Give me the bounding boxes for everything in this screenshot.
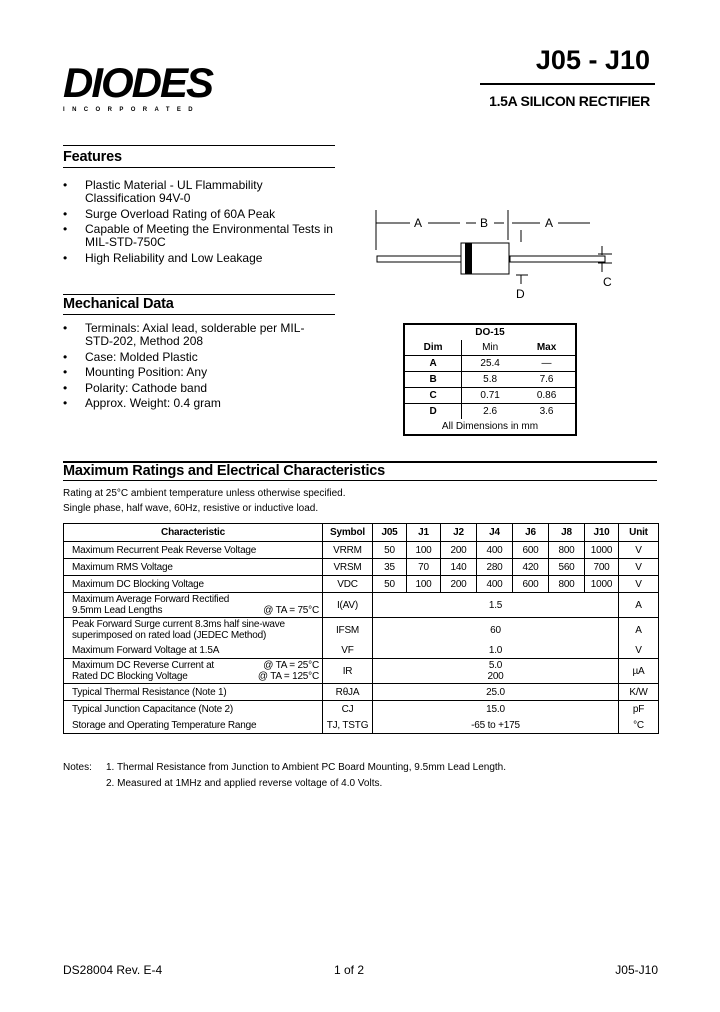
dim-header: Min: [482, 341, 499, 353]
characteristic-text: Maximum RMS Voltage: [72, 561, 173, 573]
logo-subtext: INCORPORATED: [63, 107, 201, 113]
table-row: [64, 684, 659, 701]
characteristic-content: [72, 704, 319, 715]
dim-cell: C: [404, 388, 462, 404]
footer-doc-number: DS28004 Rev. E-4: [63, 963, 163, 977]
ratings-section: [63, 523, 658, 792]
table-row: [64, 576, 659, 593]
symbol-cell: IFSM: [323, 618, 373, 643]
value-text: 25.0: [486, 686, 505, 698]
ratings-heading: Maximum Ratings and Electrical Characteristics: [63, 463, 386, 479]
value-text: 1.0: [488, 644, 503, 656]
dim-label-d: D: [516, 287, 525, 300]
symbol-cell: VF: [323, 642, 373, 659]
value-text: -65 to +175: [471, 719, 520, 731]
note-item: 1. Thermal Resistance from Junction to Ambient PC Board Mounting, 9.5mm Lead Length.: [106, 762, 507, 773]
column-header: J1: [407, 524, 441, 542]
dim-cell: 5.8: [462, 372, 518, 388]
unit-cell: µA: [619, 659, 659, 684]
dimension-table: [403, 323, 577, 436]
features-list: [63, 179, 353, 267]
dim-cell: 0.71: [462, 388, 518, 404]
characteristic-content: [72, 645, 319, 656]
condition-text: @ TA = 25°C: [263, 660, 319, 671]
mechanical-item: • Mounting Position: Any: [63, 366, 313, 379]
dim-cell: 25.4: [462, 356, 518, 372]
value-cell: 200: [441, 576, 477, 593]
characteristic-text: Maximum Average Forward Rectified 9.5mm Lead Lengths: [72, 594, 230, 616]
value-cell: 1000: [585, 542, 619, 559]
mechanical-item: • Polarity: Cathode band: [63, 382, 313, 395]
characteristic-text: Maximum DC Reverse Current at Rated DC Blocking Voltage: [72, 660, 215, 682]
value-cell: [373, 593, 619, 618]
table-row: [64, 593, 659, 618]
dim-cell: 7.6: [518, 372, 576, 388]
diodes-logo: [63, 60, 238, 114]
dim-header: Dim: [404, 340, 462, 356]
divider: [63, 294, 335, 295]
value-cell: 800: [549, 576, 585, 593]
column-header: Symbol: [323, 524, 373, 542]
symbol-cell: VRRM: [323, 542, 373, 559]
value-cell: 100: [407, 542, 441, 559]
notes: [63, 760, 658, 792]
feature-item: • High Reliability and Low Leakage: [63, 252, 353, 265]
characteristic-cell: [64, 618, 323, 643]
value-cell: [373, 701, 619, 718]
column-header: J4: [477, 524, 513, 542]
unit-cell: A: [619, 618, 659, 643]
symbol-cell: RθJA: [323, 684, 373, 701]
value-cell: 420: [513, 559, 549, 576]
divider: [480, 83, 655, 85]
footer-page-number: 1 of 2: [334, 963, 365, 977]
part-subtitle: 1.5A SILICON RECTIFIER: [489, 93, 650, 109]
characteristic-content: [72, 619, 319, 641]
ratings-condition: Single phase, half wave, 60Hz, resistive or inductive load.: [63, 503, 319, 514]
dim-table-footer: All Dimensions in mm: [441, 420, 539, 432]
unit-cell: °C: [619, 717, 659, 734]
table-row: [64, 701, 659, 718]
value-cell: [373, 717, 619, 734]
unit-cell: V: [619, 576, 659, 593]
symbol-cell: I(AV): [323, 593, 373, 618]
dim-cell: 3.6: [518, 404, 576, 420]
table-row: [64, 659, 659, 684]
value-cell: 100: [407, 576, 441, 593]
symbol-cell: VRSM: [323, 559, 373, 576]
mechanical-item: • Case: Molded Plastic: [63, 351, 313, 364]
value-cell: 600: [513, 542, 549, 559]
characteristic-text: Peak Forward Surge current 8.3ms half sine-wave superimposed on rated load (JEDEC Method): [72, 619, 285, 641]
characteristic-content: [72, 594, 319, 616]
characteristic-content: [72, 687, 319, 698]
unit-cell: K/W: [619, 684, 659, 701]
divider: [63, 314, 335, 315]
unit-cell: V: [619, 642, 659, 659]
value-cell: 400: [477, 542, 513, 559]
value-cell: 600: [513, 576, 549, 593]
characteristic-cell: [64, 642, 323, 659]
characteristic-content: [72, 720, 319, 731]
symbol-cell: IR: [323, 659, 373, 684]
value-cell: 70: [407, 559, 441, 576]
dim-label-a: A: [414, 216, 423, 230]
dim-cell: 2.6: [462, 404, 518, 420]
characteristic-cell: [64, 659, 323, 684]
symbol-cell: VDC: [323, 576, 373, 593]
value-cell: 200: [441, 542, 477, 559]
dim-row: [404, 404, 576, 420]
symbol-cell: TJ, TSTG: [323, 717, 373, 734]
value-cell: 800: [549, 542, 585, 559]
characteristic-cell: [64, 542, 323, 559]
dim-table-title: DO-15: [475, 326, 505, 338]
dim-label-b: B: [480, 216, 489, 230]
features-heading: Features: [63, 149, 122, 165]
characteristic-text: Typical Junction Capacitance (Note 2): [72, 703, 234, 715]
notes-label: Notes:: [63, 762, 92, 773]
dim-cell: —: [518, 356, 576, 372]
dim-cell: 0.86: [518, 388, 576, 404]
value-cell: [373, 642, 619, 659]
value-cell: 400: [477, 576, 513, 593]
value-text: 60: [490, 624, 501, 636]
mechanical-item: • Approx. Weight: 0.4 gram: [63, 397, 313, 410]
column-header: J8: [549, 524, 585, 542]
mechanical-item: • Terminals: Axial lead, solderable per MIL-STD-202, Method 208: [63, 322, 313, 348]
do15-outline-diagram: [370, 200, 620, 300]
value-cell: 700: [585, 559, 619, 576]
value-cell: [373, 659, 619, 684]
condition-text: @ TA = 75°C: [263, 605, 319, 616]
symbol-cell: CJ: [323, 701, 373, 718]
value-cell: 50: [373, 542, 407, 559]
divider: [63, 145, 335, 146]
column-header: J6: [513, 524, 549, 542]
dim-header: Max: [536, 341, 557, 353]
unit-cell: V: [619, 559, 659, 576]
dim-cell: A: [404, 356, 462, 372]
value-cell: 140: [441, 559, 477, 576]
value-cell: 1000: [585, 576, 619, 593]
value-text: 5.0: [488, 660, 503, 671]
table-row: [64, 717, 659, 734]
characteristic-cell: [64, 684, 323, 701]
value-cell: 35: [373, 559, 407, 576]
characteristic-cell: [64, 593, 323, 618]
mechanical-heading: Mechanical Data: [63, 296, 174, 312]
ratings-table: [63, 523, 659, 734]
unit-cell: A: [619, 593, 659, 618]
dim-row: [404, 372, 576, 388]
characteristic-text: Storage and Operating Temperature Range: [72, 719, 257, 731]
dim-row: [404, 388, 576, 404]
feature-item: • Plastic Material - UL Flammability Classification 94V-0: [63, 179, 285, 205]
unit-cell: V: [619, 542, 659, 559]
value-cell: [373, 618, 619, 643]
column-header: Characteristic: [64, 524, 323, 542]
characteristic-text: Maximum DC Blocking Voltage: [72, 578, 204, 590]
dim-cell: B: [404, 372, 462, 388]
feature-item: • Capable of Meeting the Environmental Tests in MIL-STD-750C: [63, 223, 353, 249]
value-text: 15.0: [486, 703, 505, 715]
column-header: J10: [585, 524, 619, 542]
unit-cell: pF: [619, 701, 659, 718]
dim-row: [404, 356, 576, 372]
characteristic-cell: [64, 559, 323, 576]
condition: [263, 605, 319, 616]
column-header: Unit: [619, 524, 659, 542]
characteristic-text: Maximum Forward Voltage at 1.5A: [72, 644, 220, 656]
table-row: [64, 542, 659, 559]
table-row: [64, 559, 659, 576]
dim-cell: D: [404, 404, 462, 420]
condition-text: @ TA = 125°C: [257, 671, 319, 682]
value-cell: 280: [477, 559, 513, 576]
characteristic-cell: [64, 717, 323, 734]
column-header: J2: [441, 524, 477, 542]
characteristic-content: [72, 545, 319, 556]
table-row: [64, 618, 659, 643]
mechanical-list: [63, 322, 313, 413]
feature-item: • Surge Overload Rating of 60A Peak: [63, 208, 353, 221]
part-title: J05 - J10: [535, 45, 650, 75]
value-text: 200: [487, 671, 504, 682]
divider: [63, 167, 335, 168]
characteristic-text: Typical Thermal Resistance (Note 1): [72, 686, 227, 698]
divider: [63, 480, 657, 481]
logo-text: DIODES: [63, 59, 213, 106]
characteristic-cell: [64, 576, 323, 593]
value-cell: 560: [549, 559, 585, 576]
ratings-condition: Rating at 25°C ambient temperature unless otherwise specified.: [63, 488, 346, 499]
column-header: J05: [373, 524, 407, 542]
condition: [258, 660, 319, 682]
footer-part-number: J05-J10: [615, 963, 658, 977]
dim-label-a: A: [545, 216, 554, 230]
value-cell: [373, 684, 619, 701]
value-cell: 50: [373, 576, 407, 593]
dim-label-c: C: [603, 275, 612, 289]
characteristic-text: Maximum Recurrent Peak Reverse Voltage: [72, 544, 257, 556]
table-row: [64, 642, 659, 659]
characteristic-content: [72, 660, 319, 682]
value-text: 1.5: [488, 599, 503, 611]
characteristic-content: [72, 579, 319, 590]
characteristic-cell: [64, 701, 323, 718]
characteristic-content: [72, 562, 319, 573]
note-item: 2. Measured at 1MHz and applied reverse voltage of 4.0 Volts.: [106, 778, 383, 789]
